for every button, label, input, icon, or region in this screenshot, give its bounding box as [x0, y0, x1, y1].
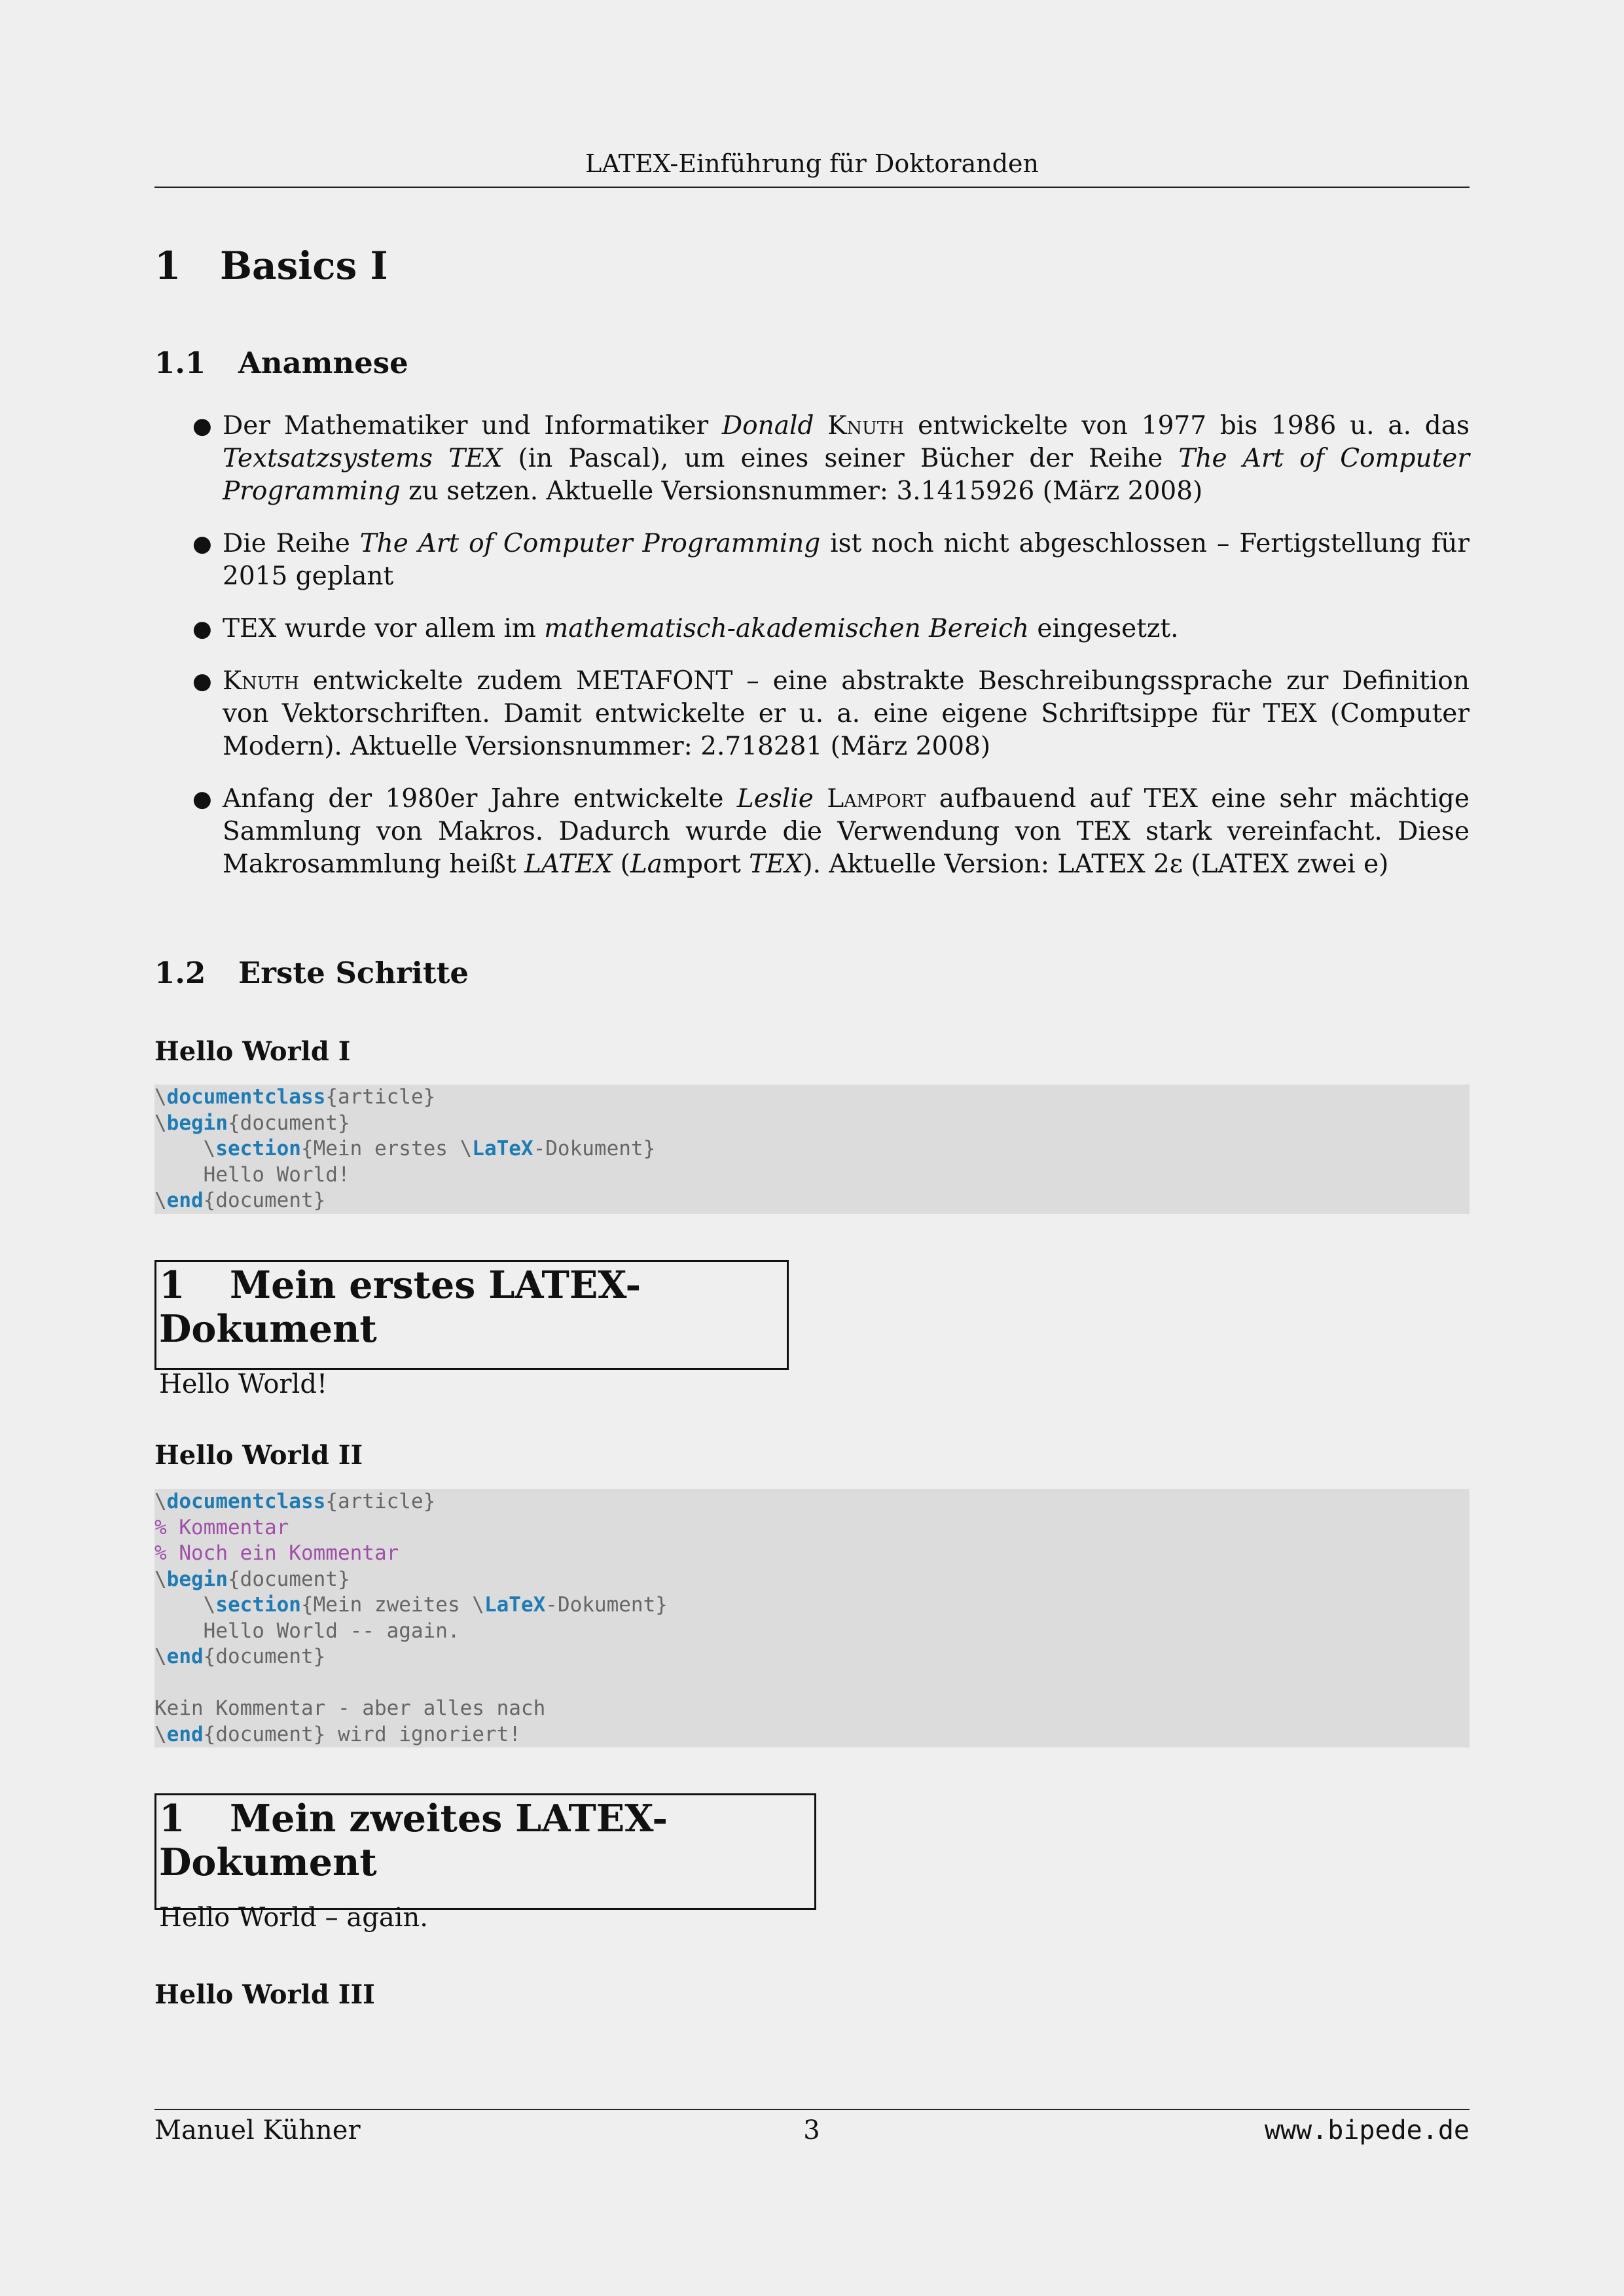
section-title: Basics I [220, 243, 388, 288]
list-item: ● TEX wurde vor allem im mathematisch-akademischen Bereich eingesetzt. [154, 613, 1470, 645]
rendered-output-box [154, 1260, 789, 1399]
page-number: 3 [803, 2115, 820, 2145]
running-header: LATEX-Einführung für Doktoranden [585, 149, 1039, 178]
subsection-title: Anamnese [238, 346, 408, 380]
bullet-icon: ● [192, 786, 212, 812]
subsection-number: 1.1 [154, 346, 206, 380]
rendered-output-box [154, 1793, 816, 1933]
example-title: Hello World II [154, 1440, 363, 1471]
subsection-heading-erste-schritte [154, 956, 469, 990]
bullet-list [154, 410, 1470, 901]
list-item: ● Knuth entwickelte zudem METAFONT – eine abstrakte Beschreibungssprache zur Definition von Vektorschriften. Damit entwickelte er u. a. eine eigene Schriftsippe für TEX (Computer Modern). Aktuelle Versionsnummer: 2.718281 (März 2008) [192, 666, 1470, 761]
example-title: Hello World III [154, 1979, 375, 2010]
list-item: ● Die Reihe The Art of Computer Programming ist noch nicht abgeschlossen – Fertigstellung für 2015 geplant [192, 529, 1470, 591]
bullet-icon: ● [192, 413, 212, 439]
section-number: 1 [154, 243, 181, 288]
footer-author: Manuel Kühner [154, 2115, 361, 2145]
subsection-number: 1.2 [154, 956, 206, 990]
footer-url: www.bipede.de [1264, 2115, 1470, 2145]
section-heading [154, 243, 388, 288]
output-heading: 1 Mein erstes LATEX-Dokument [159, 1263, 641, 1351]
output-body: Hello World – again. [159, 1903, 428, 1933]
header-rule [154, 187, 1470, 188]
subsection-title: Erste Schritte [238, 956, 469, 990]
bullet-icon: ● [192, 616, 212, 642]
output-body: Hello World! [159, 1369, 328, 1399]
bullet-icon: ● [192, 531, 212, 557]
code-listing: \documentclass{article} \begin{document} \section{Mein erstes \LaTeX-Dokument} Hello World! \end{document} [154, 1085, 1470, 1214]
bullet-icon: ● [192, 668, 212, 694]
list-item: ● Anfang der 1980er Jahre entwickelte Leslie Lamport aufbauend auf TEX eine sehr mächtige Sammlung von Makros. Dadurch wurde die Verwendung von TEX stark vereinfacht. Diese Makrosammlung heißt LATEX (Lamport TEX). Aktuelle Version: LATEX 2ε (LATEX zwei e) [192, 784, 1470, 879]
code-listing: \documentclass{article} % Kommentar % Noch ein Kommentar \begin{document} \section{Mein zweites \LaTeX-Dokument} Hello World -- again. \end{document} Kein Kommentar - aber alles nach \end{document} wird ignoriert! [154, 1489, 1470, 1748]
footer-rule [154, 2109, 1470, 2110]
subsection-heading-anamnese [154, 346, 408, 380]
list-item: ● Der Mathematiker und Informatiker Donald Knuth entwickelte von 1977 bis 1986 u. a. das Textsatzsystems TEX (in Pascal), um eines seiner Bücher der Reihe The Art of Computer Programming zu setzen. Aktuelle Versionsnummer: 3.1415926 (März 2008) [192, 411, 1470, 506]
example-title: Hello World I [154, 1036, 351, 1067]
output-heading: 1 Mein zweites LATEX-Dokument [159, 1797, 668, 1884]
